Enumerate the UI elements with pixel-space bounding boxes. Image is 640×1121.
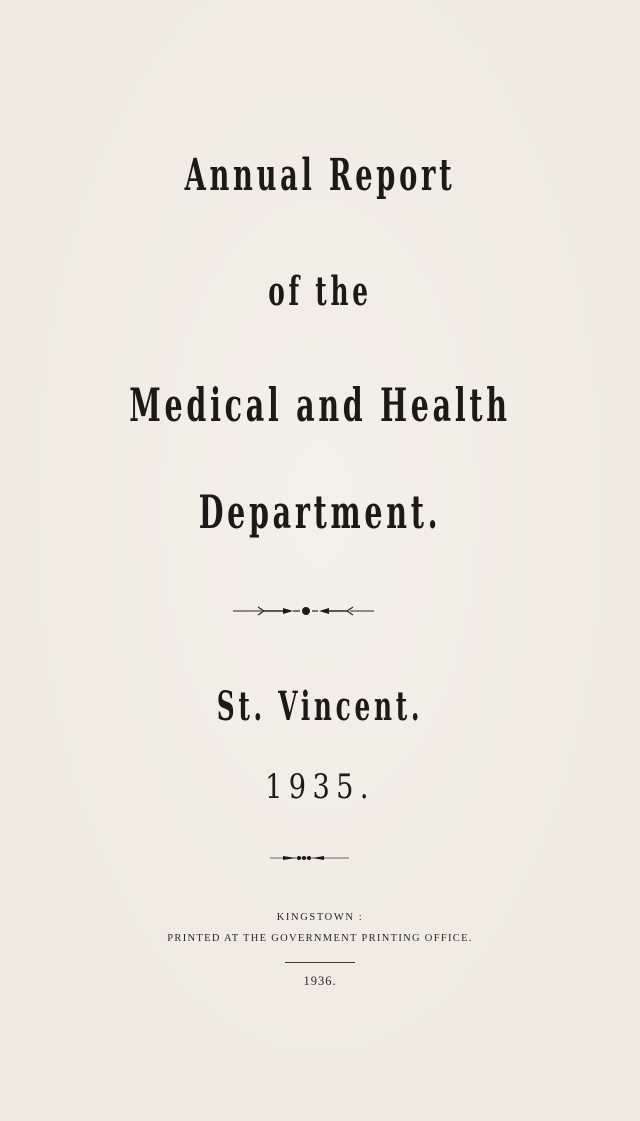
ornamental-divider-icon — [0, 597, 640, 627]
title-line-annual-report: Annual Report — [184, 150, 456, 201]
print-year: 1936. — [303, 974, 337, 988]
small-ornament-icon — [0, 852, 640, 864]
report-year: 1935. — [265, 767, 375, 807]
imprint-printer: PRINTED AT THE GOVERNMENT PRINTING OFFICE. — [167, 933, 473, 944]
divider-rule — [285, 962, 355, 963]
place-name: St. Vincent. — [216, 683, 424, 730]
title-line-medical-and-health: Medical and Health — [129, 378, 511, 432]
imprint-city: KINGSTOWN : — [276, 912, 364, 923]
title-line-department: Department. — [198, 485, 442, 539]
title-line-of-the: of the — [268, 268, 372, 315]
